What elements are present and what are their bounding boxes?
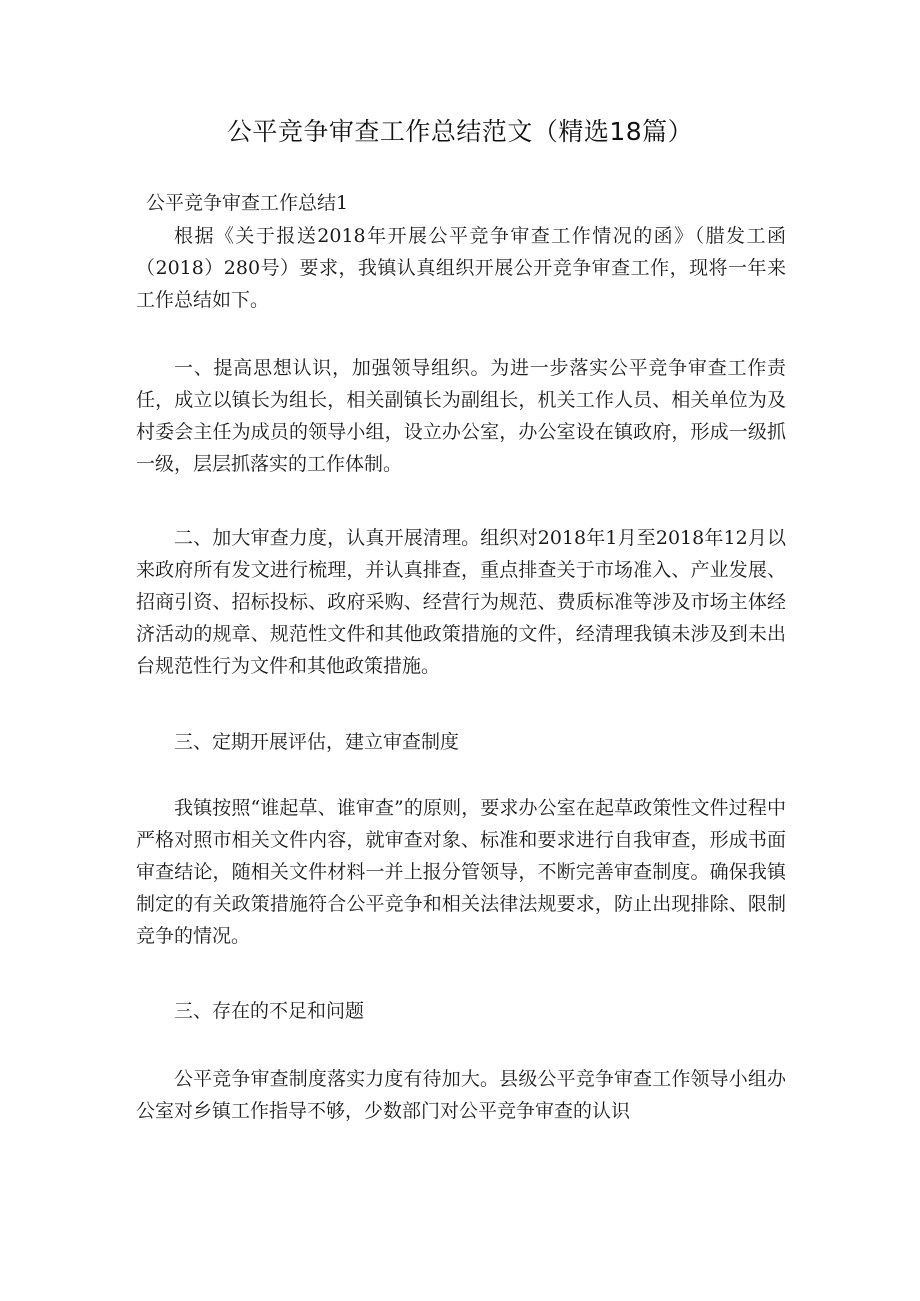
paragraph-section-2: 二、加大审查力度，认真开展清理。组织对2018年1月至2018年12月以来政府所有发文进行梳理，并认真排查，重点排查关于市场准入、产业发展、招商引资、招标投标、政府采购、经营行为规范、费质标准等涉及市场主体经济活动的规章、规范性文件和其他政策措施的文件，经清理我镇未涉及到未出台规范性行为文件和其他政策措施。 <box>136 527 786 677</box>
paragraph-section-1: 一、提高思想认识，加强领导组织。为进一步落实公平竞争审查工作责任，成立以镇长为组长，相关副镇长为副组长，机关工作人员、相关单位为及村委会主任为成员的领导小组，设立办公室，办公室设在镇政府，形成一级抓一级，层层抓落实的工作体制。 <box>136 357 786 475</box>
paragraph-intro: 根据《关于报送2018年开展公平竞争审查工作情况的函》（腊发工函（2018）280号）要求，我镇认真组织开展公开竞争审查工作，现将一年来工作总结如下。 <box>136 225 786 311</box>
paragraph-section-3-body: 我镇按照“谁起草、谁审查”的原则，要求办公室在起草政策性文件过程中严格对照市相关文件内容，就审查对象、标准和要求进行自我审查，形成书面审查结论，随相关文件材料一并上报分管领导，不断完善审查制度。确保我镇制定的有关政策措施符合公平竞争和相关法律法规要求，防止出现排除、限制竞争的情况。 <box>136 797 786 947</box>
document-title: 公平竞争审查工作总结范文（精选18篇） <box>226 117 694 146</box>
section-subtitle: 公平竞争审查工作总结1 <box>146 192 349 214</box>
section-heading-problems: 三、存在的不足和问题 <box>174 1000 365 1022</box>
paragraph-problems-body: 公平竞争审查制度落实力度有待加大。县级公平竞争审查工作领导小组办公室对乡镇工作指导不够，少数部门对公平竞争审查的认识 <box>136 1068 786 1122</box>
section-heading-3: 三、定期开展评估，建立审查制度 <box>174 731 460 753</box>
